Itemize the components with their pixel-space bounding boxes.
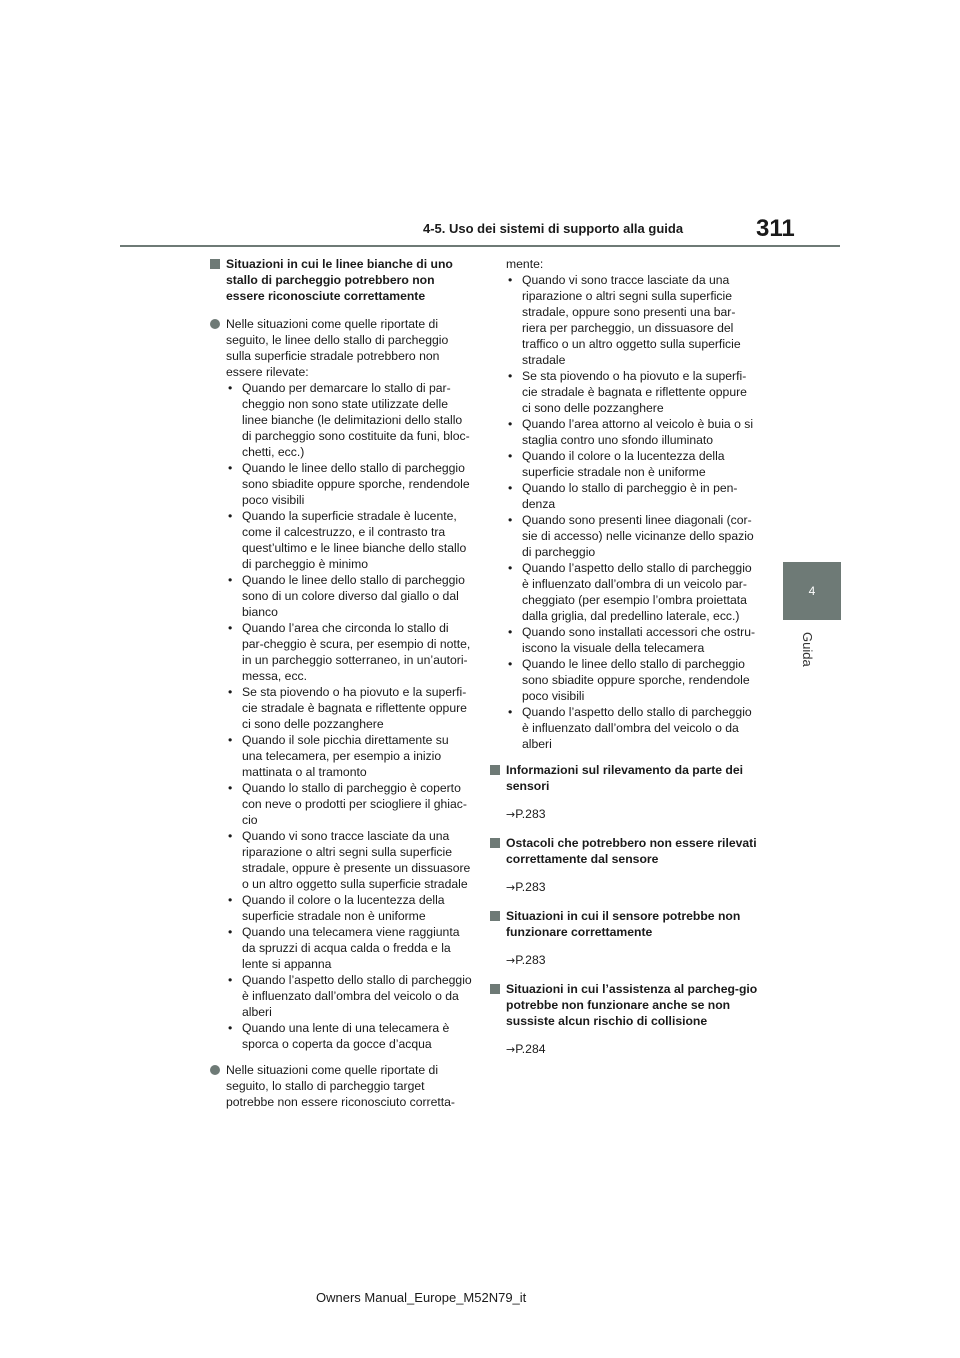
page-reference-text: P.284 xyxy=(515,1042,546,1056)
list-item: • Quando l’aspetto dello stallo di parcheggio è influenzato dall’ombra di un veicolo par-cheggiato (per esempio l’ombra proiettata dalla griglia, dal predellino laterale, ecc.) xyxy=(506,560,758,624)
list-item: • Quando vi sono tracce lasciate da una riparazione o altri segni sulla superficie stradale, oppure è presente un dissuasore o un altro oggetto sulla superficie stradale xyxy=(226,828,472,892)
paragraph-intro: Nelle situazioni come quelle riportate di seguito, lo stallo di parcheggio target potrebbe non essere riconosciuto corretta- xyxy=(226,1063,455,1109)
list-item: • Se sta piovendo o ha piovuto e la superfi-cie stradale è bagnata e riflettente oppure ci sono delle pozzanghere xyxy=(506,368,758,416)
list-item: • Quando lo stallo di parcheggio è in pen-denza xyxy=(506,480,758,512)
heading-text: Ostacoli che potrebbero non essere rilevati correttamente dal sensore xyxy=(506,836,757,866)
list-item: • Quando la superficie stradale è lucente, come il calcestruzzo, e il contrasto tra quest’ultimo e le linee bianche dello stallo di parcheggio è minimo xyxy=(226,508,472,572)
info-paragraph xyxy=(210,316,472,1052)
square-bullet-icon xyxy=(490,911,500,921)
list-item: • Quando lo stallo di parcheggio è coperto con neve o prodotti per sciogliere il ghiac-cio xyxy=(226,780,472,828)
list-item: • Quando l’area che circonda lo stallo di par-cheggio è scura, per esempio di notte, in un parcheggio sotterraneo, in un’autori-messa, ecc. xyxy=(226,620,472,684)
list-item: • Quando sono presenti linee diagonali (cor-sie di accesso) nelle vicinanze dello spazio di parcheggio xyxy=(506,512,758,560)
section-heading xyxy=(490,835,758,867)
header-divider xyxy=(120,245,840,247)
list-item: • Quando vi sono tracce lasciate da una riparazione o altri segni sulla superficie stradale, oppure sono presenti una bar-riera per parcheggio, un dissuasore del traffico o un altro oggetto sulla superficie stradale xyxy=(506,272,758,368)
list-item: • Quando l’area attorno al veicolo è buia o si staglia contro uno sfondo illuminato xyxy=(506,416,758,448)
list-item: • Quando le linee dello stallo di parcheggio sono sbiadite oppure sporche, rendendole poco visibili xyxy=(506,656,758,704)
list-item: • Quando il sole picchia direttamente su una telecamera, per esempio a inizio mattinata o al tramonto xyxy=(226,732,472,780)
list-item: • Quando il colore o la lucentezza della superficie stradale non è uniforme xyxy=(226,892,472,924)
bullet-list xyxy=(506,272,758,752)
bullet-list xyxy=(226,380,472,1052)
list-item: • Quando una telecamera viene raggiunta da spruzzi di acqua calda o fredda e la lente si appanna xyxy=(226,924,472,972)
arrow-right-icon: → xyxy=(506,808,516,821)
list-item: • Quando l’aspetto dello stallo di parcheggio è influenzato dall’ombra del veicolo o da alberi xyxy=(226,972,472,1020)
page-reference-text: P.283 xyxy=(515,807,546,821)
chapter-label: Guida xyxy=(800,632,815,667)
section-heading xyxy=(490,762,758,794)
section-title: 4-5. Uso dei sistemi di supporto alla guida xyxy=(423,221,684,236)
heading-text: Situazioni in cui le linee bianche di uno stallo di parcheggio potrebbero non essere riconosciute correttamente xyxy=(226,257,453,303)
page-reference[interactable] xyxy=(506,879,758,896)
page-reference-text: P.283 xyxy=(515,953,546,967)
heading-text: Informazioni sul rilevamento da parte dei sensori xyxy=(506,763,744,793)
chapter-tab xyxy=(783,562,841,620)
list-item: • Quando le linee dello stallo di parcheggio sono sbiadite oppure sporche, rendendole poco visibili xyxy=(226,460,472,508)
section-heading xyxy=(210,256,472,304)
arrow-right-icon: → xyxy=(506,1043,516,1056)
list-item: • Quando l’aspetto dello stallo di parcheggio è influenzato dall’ombra del veicolo o da alberi xyxy=(506,704,758,752)
paragraph-continuation: mente: xyxy=(506,257,544,271)
circle-bullet-icon xyxy=(210,319,220,329)
info-paragraph xyxy=(210,1062,472,1110)
paragraph-intro: Nelle situazioni come quelle riportate di seguito, le linee dello stallo di parcheggio sulla superficie stradale potrebbero non essere rilevate: xyxy=(226,317,449,379)
left-column xyxy=(210,256,472,1110)
list-item: • Quando per demarcare lo stallo di par-cheggio non sono state utilizzate delle linee bianche (le delimitazioni dello stallo di parcheggio sono costituite da funi, bloc-chetti, ecc.) xyxy=(226,380,472,460)
right-column xyxy=(490,256,758,1070)
square-bullet-icon xyxy=(210,259,220,269)
arrow-right-icon: → xyxy=(506,954,516,967)
heading-text: Situazioni in cui l’assistenza al parcheg-gio potrebbe non funzionare anche se non sussiste alcun rischio di collisione xyxy=(506,982,758,1028)
section-heading xyxy=(490,908,758,940)
chapter-number: 4 xyxy=(808,584,816,598)
footer-text: Owners Manual_Europe_M52N79_it xyxy=(316,1290,527,1305)
arrow-right-icon: → xyxy=(506,881,516,894)
heading-text: Situazioni in cui il sensore potrebbe non funzionare correttamente xyxy=(506,909,741,939)
square-bullet-icon xyxy=(490,838,500,848)
page-reference-text: P.283 xyxy=(515,880,546,894)
square-bullet-icon xyxy=(490,765,500,775)
list-item: • Quando il colore o la lucentezza della superficie stradale non è uniforme xyxy=(506,448,758,480)
list-item: • Quando le linee dello stallo di parcheggio sono di un colore diverso dal giallo o dal bianco xyxy=(226,572,472,620)
circle-bullet-icon xyxy=(210,1065,220,1075)
list-item: • Quando sono installati accessori che ostru-iscono la visuale della telecamera xyxy=(506,624,758,656)
list-item: • Se sta piovendo o ha piovuto e la superfi-cie stradale è bagnata e riflettente oppure ci sono delle pozzanghere xyxy=(226,684,472,732)
list-item: • Quando una lente di una telecamera è sporca o coperta da gocce d’acqua xyxy=(226,1020,472,1052)
square-bullet-icon xyxy=(490,984,500,994)
info-paragraph-continued xyxy=(490,256,758,752)
page-reference[interactable] xyxy=(506,952,758,969)
page-number: 311 xyxy=(756,215,795,242)
page-reference[interactable] xyxy=(506,1041,758,1058)
page-reference[interactable] xyxy=(506,806,758,823)
section-heading xyxy=(490,981,758,1029)
